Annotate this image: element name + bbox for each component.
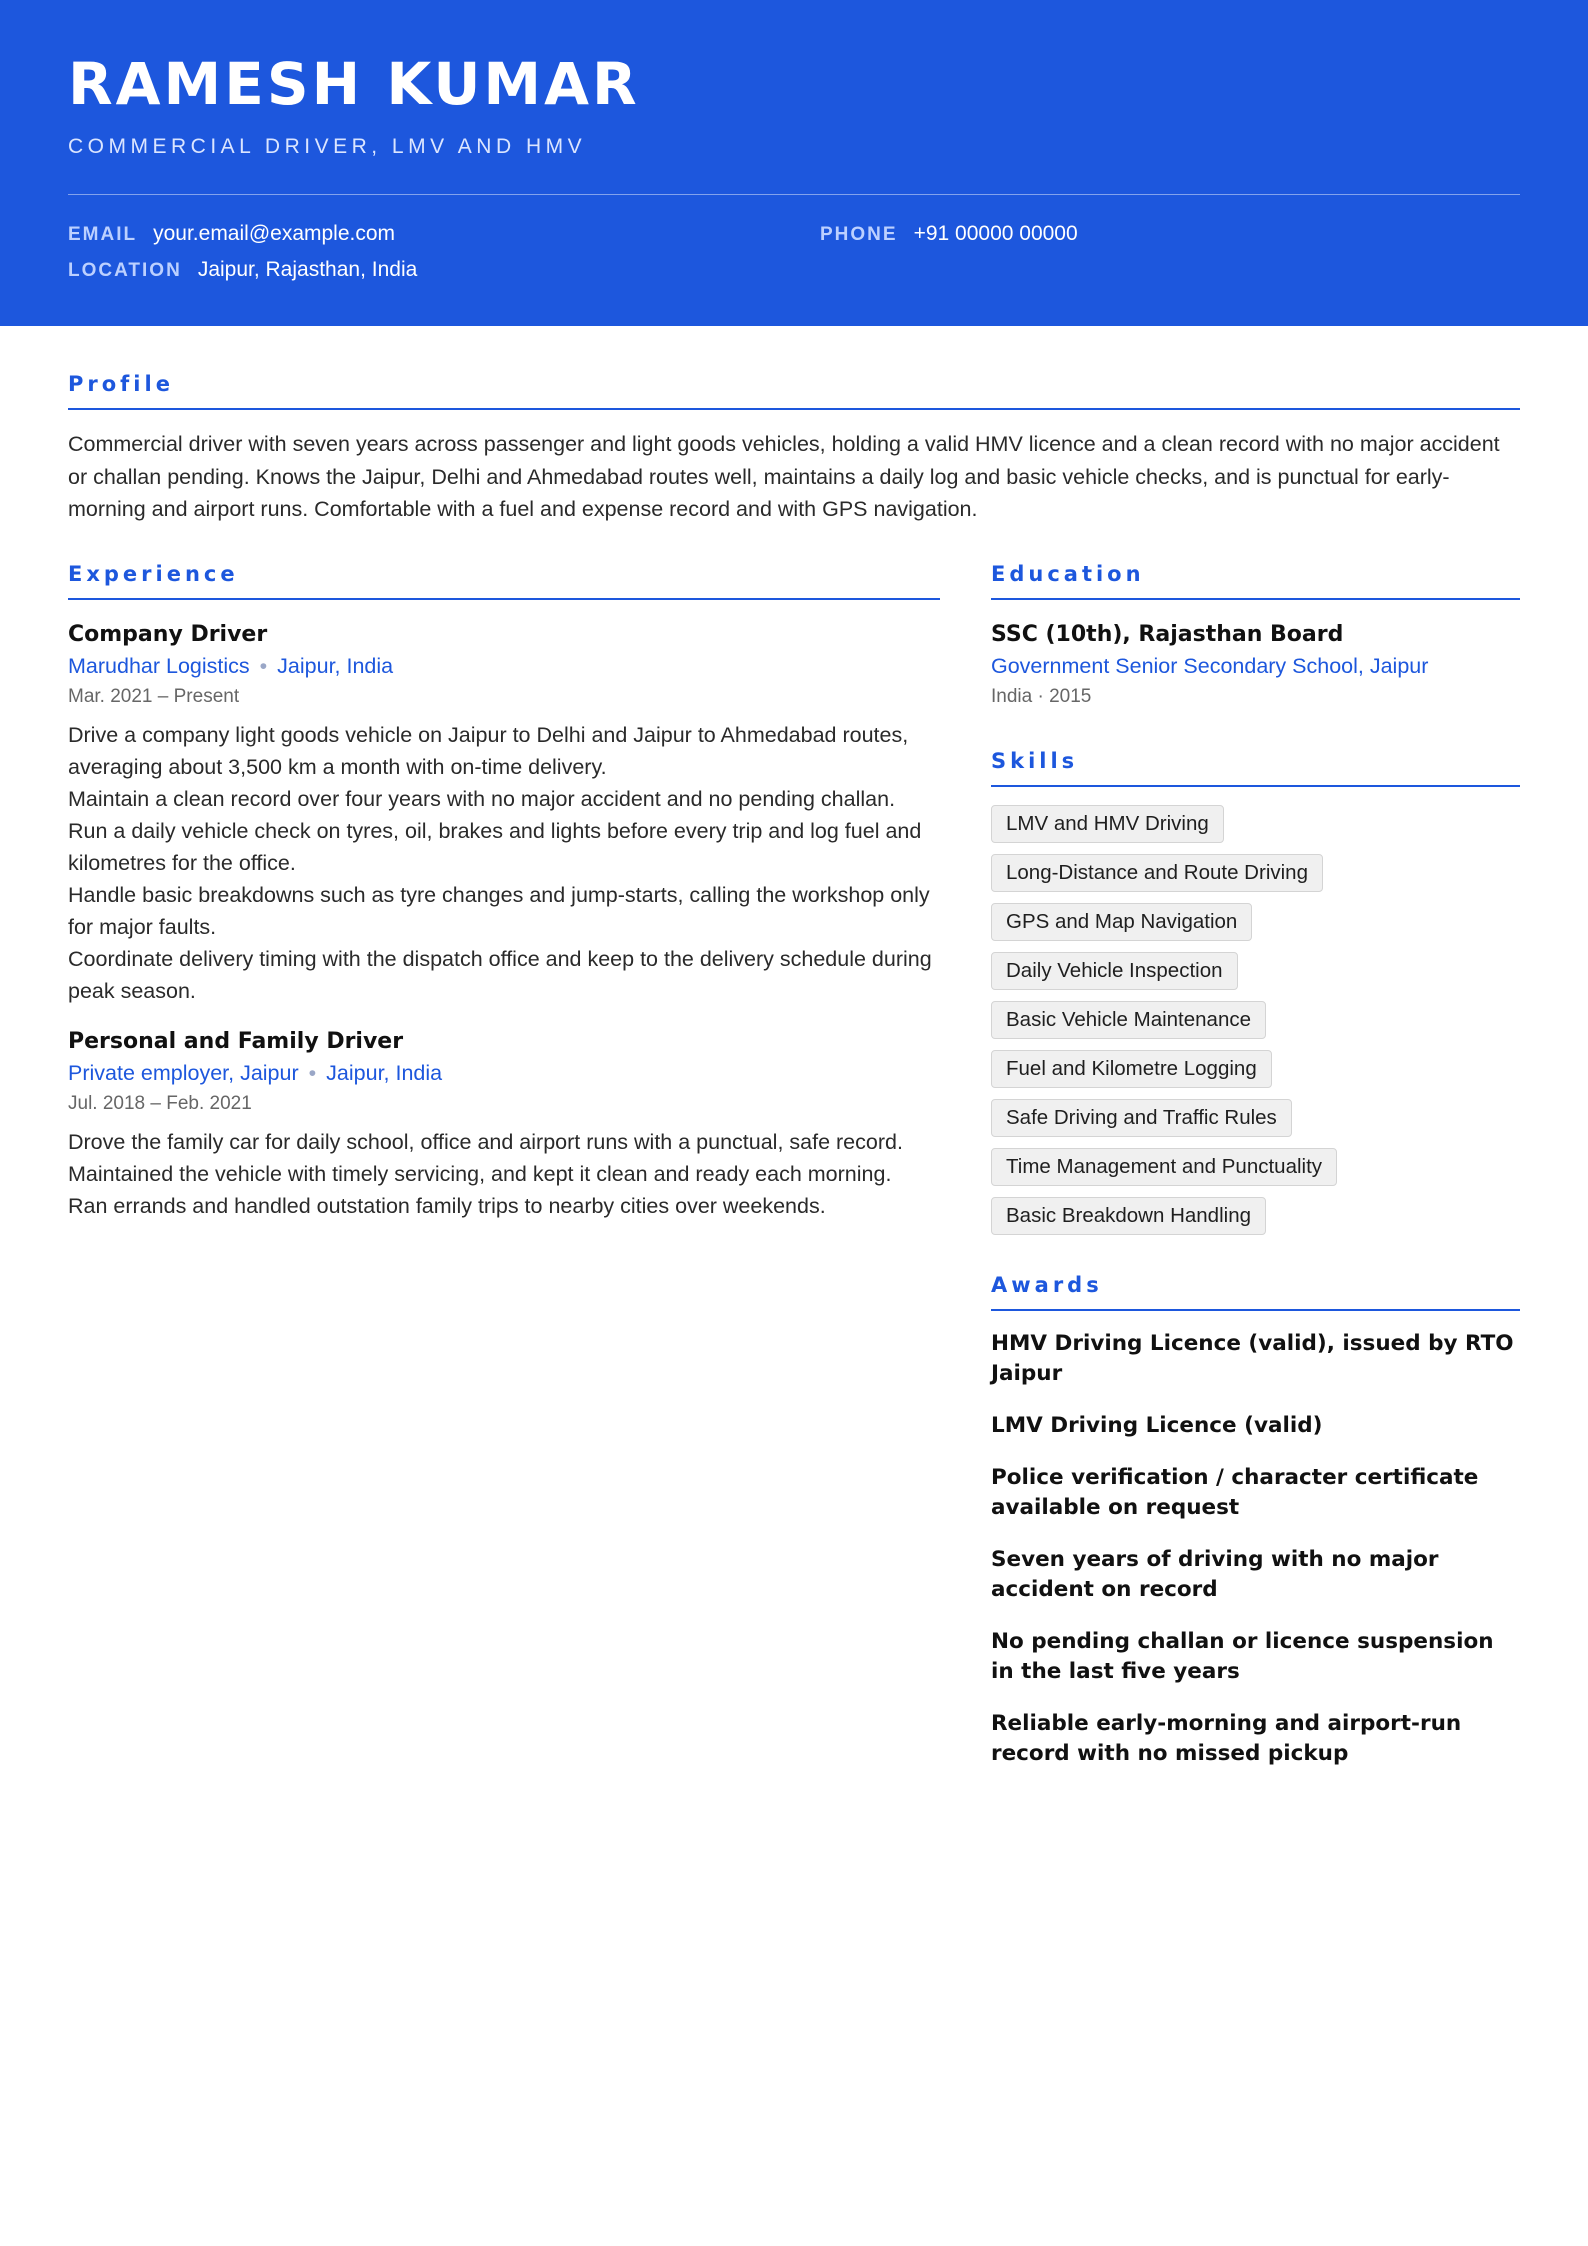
- contact-email-label: EMAIL: [68, 224, 138, 245]
- job-bullet: Run a daily vehicle check on tyres, oil, brakes and lights before every trip and log fuel and kilometres for the office.: [68, 819, 922, 875]
- profile-section: [68, 372, 1520, 526]
- resume-header: [0, 0, 1588, 326]
- job-location: Jaipur, India: [326, 1061, 443, 1085]
- experience-section: [68, 562, 940, 1222]
- skills-list: [991, 805, 1520, 1235]
- contact-email: [68, 221, 395, 248]
- job-bullets: [68, 1126, 940, 1222]
- job-meta: [68, 650, 940, 683]
- awards-heading: Awards: [991, 1273, 1520, 1311]
- skill-chip: Fuel and Kilometre Logging: [991, 1050, 1272, 1088]
- candidate-name: RAMESH KUMAR: [68, 50, 640, 118]
- job-bullet: Handle basic breakdowns such as tyre changes and jump-starts, calling the workshop only for major faults.: [68, 883, 930, 939]
- award-item: No pending challan or licence suspension in the last five years: [991, 1629, 1494, 1684]
- header-divider: [68, 194, 1520, 195]
- experience-heading: Experience: [68, 562, 940, 600]
- job-entry: [68, 1027, 940, 1222]
- job-location: Jaipur, India: [277, 654, 394, 678]
- contact-email-value[interactable]: your.email@example.com: [153, 222, 396, 245]
- profile-text: Commercial driver with seven years across passenger and light goods vehicles, holding a valid HMV licence and a clean record with no major accident or challan pending. Knows the Jaipur, Delhi and Ahmedabad routes well, maintains a daily log and basic vehicle checks, and is punctual for early-morning and airport runs. Comfortable with a fuel and expense record and with GPS navigation.: [68, 432, 1500, 521]
- skill-chip: Long-Distance and Route Driving: [991, 854, 1323, 892]
- skill-chip: Basic Vehicle Maintenance: [991, 1001, 1266, 1039]
- job-bullet: Drive a company light goods vehicle on Jaipur to Delhi and Jaipur to Ahmedabad routes, averaging about 3,500 km a month with on-time delivery.: [68, 723, 909, 779]
- profile-heading: Profile: [68, 372, 1520, 410]
- job-bullets: [68, 719, 940, 1007]
- contact-phone-label: PHONE: [820, 224, 898, 245]
- contact-list: [68, 221, 1520, 301]
- education-school: Government Senior Secondary School, Jaipur: [991, 654, 1429, 678]
- skill-chip: GPS and Map Navigation: [991, 903, 1252, 941]
- contact-location-value: Jaipur, Rajasthan, India: [197, 258, 418, 281]
- candidate-title: COMMERCIAL DRIVER, LMV AND HMV: [68, 135, 587, 158]
- job-dates: Mar. 2021 – Present: [68, 686, 240, 707]
- job-meta: [68, 1057, 940, 1090]
- skill-chip: Basic Breakdown Handling: [991, 1197, 1266, 1235]
- skill-chip: Daily Vehicle Inspection: [991, 952, 1238, 990]
- separator-dot-icon: •: [259, 654, 268, 678]
- education-entry: [991, 620, 1520, 711]
- award-item: HMV Driving Licence (valid), issued by RTO Jaipur: [991, 1331, 1514, 1386]
- skill-chip: Time Management and Punctuality: [991, 1148, 1337, 1186]
- contact-phone-value[interactable]: +91 00000 00000: [913, 222, 1078, 245]
- job-bullet: Drove the family car for daily school, office and airport runs with a punctual, safe record.: [68, 1130, 903, 1154]
- award-item: Police verification / character certificate available on request: [991, 1465, 1479, 1520]
- award-item: Seven years of driving with no major accident on record: [991, 1547, 1439, 1602]
- award-item: LMV Driving Licence (valid): [991, 1413, 1323, 1438]
- job-bullet: Coordinate delivery timing with the dispatch office and keep to the delivery schedule during peak season.: [68, 947, 932, 1003]
- job-title: Company Driver: [68, 622, 268, 647]
- education-heading: Education: [991, 562, 1520, 600]
- education-details: India · 2015: [991, 686, 1092, 707]
- job-bullet: Maintain a clean record over four years with no major accident and no pending challan.: [68, 787, 896, 811]
- job-dates: Jul. 2018 – Feb. 2021: [68, 1093, 252, 1114]
- sidebar-column: [991, 562, 1520, 1791]
- skill-chip: LMV and HMV Driving: [991, 805, 1224, 843]
- job-employer: Marudhar Logistics: [68, 654, 250, 678]
- contact-location: [68, 257, 417, 284]
- award-item: Reliable early-morning and airport-run record with no missed pickup: [991, 1711, 1462, 1766]
- job-bullet: Ran errands and handled outstation family trips to nearby cities over weekends.: [68, 1194, 826, 1218]
- awards-list: [991, 1329, 1520, 1769]
- skills-heading: Skills: [991, 749, 1520, 787]
- job-employer: Private employer, Jaipur: [68, 1061, 299, 1085]
- job-title: Personal and Family Driver: [68, 1029, 404, 1054]
- job-bullet: Maintained the vehicle with timely servicing, and kept it clean and ready each morning.: [68, 1162, 892, 1186]
- separator-dot-icon: •: [308, 1061, 317, 1085]
- education-degree: SSC (10th), Rajasthan Board: [991, 622, 1344, 647]
- job-entry: [68, 620, 940, 1007]
- contact-location-label: LOCATION: [68, 260, 182, 281]
- skill-chip: Safe Driving and Traffic Rules: [991, 1099, 1292, 1137]
- contact-phone: [820, 221, 1078, 248]
